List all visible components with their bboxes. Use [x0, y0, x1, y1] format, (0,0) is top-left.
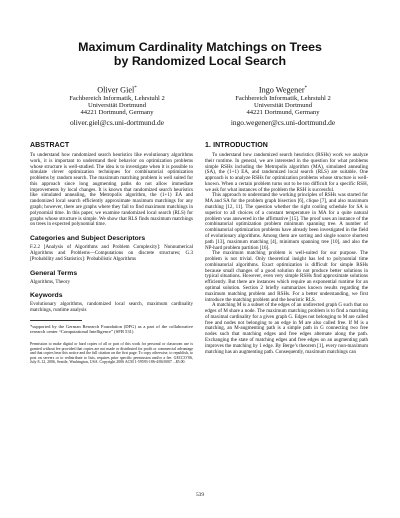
funding-footnote: *supported by the German Research Foundation (DFG) as a part of the collaborative research center “Computational Intelligence” (SFB 531) [30, 323, 193, 335]
footnote-mark: * [134, 86, 137, 91]
abstract-heading: ABSTRACT [30, 142, 70, 149]
intro-paragraph: To understand how randomized search heuristics (RSHs) work we analyze their runtime. In general, we are interested in the question for what problems simple RSHs including the Metropolis algorithm (MA), simulated annealing (SA), the (1+1) EA, and randomized local search (RLS) are suitable. One approach is to analyze RSHs for optimization problems whose structure is well-known. When a certain problem turns out to be too difficult for a specific RSH, we ask for what instances of the problem the RSH is successful. [205, 152, 368, 193]
paper-title [40, 40, 360, 68]
author-block-1 [42, 84, 192, 127]
author-affiliation-line: Fachbereich Informatik, Lehrstuhl 2 [235, 94, 331, 102]
footnote-mark: * [304, 86, 308, 91]
keywords-heading: Keywords [30, 292, 63, 300]
categories-heading: Categories and Subject Descriptors [30, 235, 146, 243]
introduction-heading: 1. INTRODUCTION [205, 142, 268, 149]
paper-title-line-2: by Randomized Local Search [113, 54, 287, 68]
general-terms-heading: General Terms [30, 269, 78, 277]
author-affiliation-line: Fachbereich Informatik, Lehrstuhl 2 [69, 94, 165, 102]
paper-title-line-1: Maximum Cardinality Matchings on Trees [78, 40, 322, 54]
right-column [205, 142, 368, 355]
general-terms-text: Algorithms, Theory [30, 278, 70, 285]
intro-paragraph: A matching M is a subset of the edges of an undirected graph G such that no edges of M share a node. The maximum matching problem is to find a matching of maximal cardinality for a given graph G. Edges not belonging to M are called free and nodes not belonging to an edge in M are also called free. If M is a matching, an M-augmenting path is a simple path in G connecting two free nodes such that matching edges and free edges alternate along the path. Exchanging the state of matching edges and free edges on an augmenting path improves the matching by 1 edge. By Berge’s theorem [1], every non-maximum matching has an augmenting path. Consequently, maximum matchings can [205, 302, 368, 355]
author-affiliation-line: 44221 Dortmund, Germany [246, 109, 320, 117]
page-number: 539 [195, 492, 205, 498]
author-affiliation-line: Universität Dortmund [87, 102, 147, 110]
author-affiliation-line: Universität Dortmund [253, 102, 313, 110]
footnote-divider [30, 320, 82, 321]
author-block-2 [208, 84, 358, 127]
author-name: Ingo Wegener* [258, 85, 308, 95]
keywords-text: Evolutionary algorithms, randomized local search, maximum cardinality matchings, runtime analysis [30, 301, 193, 314]
left-column [30, 142, 193, 365]
categories-text: F.2.2 [Analysis of Algorithms and Problem Complexity]: Nonnumerical Algorithms and Problems—Computations on discrete structures; G.3 [Probability and Statistics]: Probabilistic Algorithms [30, 244, 193, 262]
intro-paragraph: The maximum matching problem is well-suited for our purpose. The problem is not trivial. Only theoretical insight has led to polynomial time combinatorial algorithms. Exact optimization is difficult for simple RSHs because small changes of a good solution do not produce better solutions in typical situations. However, even very simple RSHs find approximate solutions efficiently. But there are instances which require an exponential runtime for an optimal solution. Section 2 briefly summarizes known results regarding the maximum matching problem and RSHs. For a better understanding, we first introduce the matching problem and the heuristic RLS. [205, 250, 368, 303]
author-name: Oliver Giel* [97, 85, 137, 95]
author-email: oliver.giel@cs.uni-dortmund.de [69, 117, 165, 127]
abstract-text: To understand how randomized search heuristics like evolutionary algorithms work, it is important to understand their behavior on optimization problems whose structure is well-studied. The idea is to investigate when it is possible to simulate clever optimization techniques for combinatorial optimization problems by random search. The maximum matching problem is well suited for this approach since long augmenting paths do not allow immediate improvements by local changes. It is known that randomized search heuristics like simulated annealing, the Metropolis algorithm, the (1+1) EA and randomized local search efficiently approximate maximum matchings for any graph; however, there are graphs where they fail to find maximum matchings in polynomial time. In this paper, we examine randomized local search (RLS) for graphs whose structure is simple. We show that RLS finds maximum matchings on trees in expected polynomial time. [30, 152, 193, 228]
author-affiliation-line: 44221 Dortmund, Germany [80, 109, 154, 117]
intro-paragraph: This approach to understand the working principles of RSHs was started for MA and SA for the problem graph bisection [6], clique [7], and also maximum matching [12, 11]. The question whether the right cooling schedule for SA is superior to all choices of a constant temperature in MA for a quite natural problem was answered in the affirmative [15]. The proof uses an instance of the combinatorial optimization problem minimum spanning tree. A number of combinatorial optimization problems have already been investigated in the field of evolutionary algorithms. Among them are sorting and single source shortest path [13], maximum matching [4], minimum spanning tree [10], and also the NP-hard problem partition [16]. [205, 192, 368, 251]
copyright-notice: Permission to make digital or hard copies of all or part of this work for personal or classroom use is granted without fee provided that copies are not made or distributed for profit or commercial advantage and that copies bear this notice and the full citation on the first page. To copy otherwise, to republish, to post on servers or to redistribute to lists, requires prior specific permission and/or a fee. GECCO’06, July 8–12, 2006, Seattle, Washington, USA. Copyright 2006 ACM 1-59593-186-4/06/0007 ...$5.00. [30, 342, 193, 365]
author-email: ingo.wegener@cs.uni-dortmund.de [230, 117, 336, 127]
